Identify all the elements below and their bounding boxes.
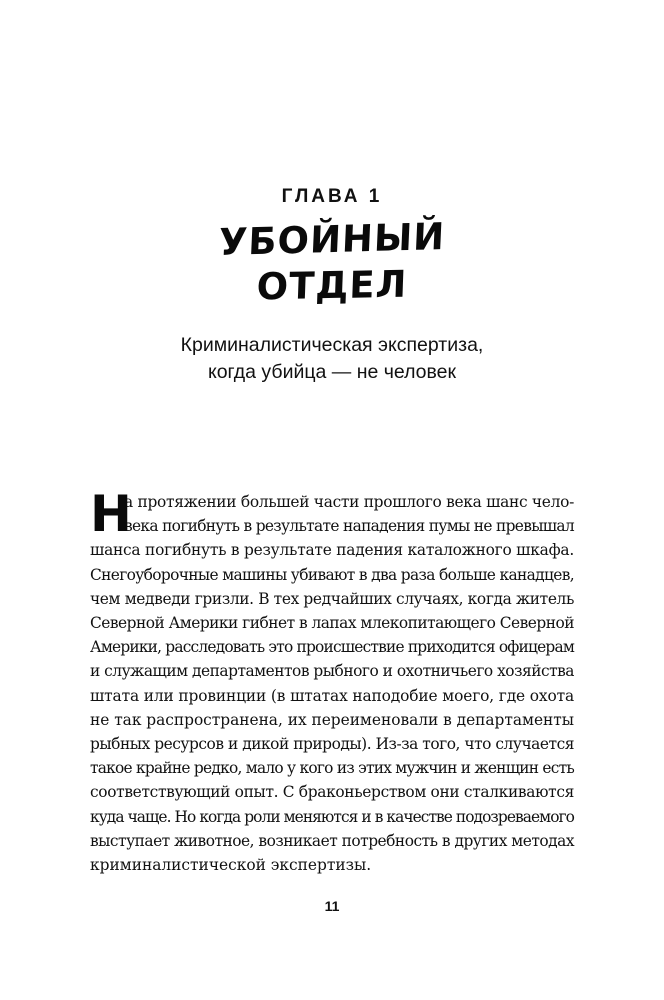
chapter-label: ГЛАВА 1 (281, 186, 383, 207)
body-line: соответствующий опыт. С браконьерством они сталкиваются (90, 783, 574, 802)
body-paragraph (90, 485, 575, 877)
body-line: а протяжении большей части прошлого века шанс чело- (124, 493, 574, 511)
page-number: 11 (324, 898, 340, 914)
body-line: Америки, расследовать это происшествие приходится офицерам (90, 638, 575, 657)
chapter-title-line-2: ОТДЕЛ (255, 262, 409, 309)
body-line: и служащим департаментов рыбного и охотничьего хозяйства (90, 662, 574, 681)
chapter-title-line-1: УБОЙНЫЙ (217, 215, 447, 264)
body-line: века погибнуть в результате нападения пумы не превышал (124, 517, 574, 536)
body-line: не так распространена, их переименовали в департаменты (90, 710, 574, 729)
body-line: куда чаще. Но когда роли меняются и в качестве подозреваемого (90, 807, 574, 826)
body-line: такое крайне редко, мало у кого из этих мужчин и женщин есть (90, 759, 574, 778)
body-line: выступает животное, возникает потребность в других методах (90, 831, 574, 850)
chapter-subtitle (0, 332, 664, 386)
body-line: рыбных ресурсов и дикой природы). Из-за того, что случается (90, 735, 574, 754)
body-line: Северной Америки гибнет в лапах млекопитающего Северной (90, 614, 574, 633)
subtitle-line-1: Криминалистическая экспертиза, (180, 334, 484, 356)
body-line: шанса погибнуть в результате падения каталожного шкафа. (90, 541, 574, 560)
body-line: Снегоуборочные машины убивают в два раза больше канадцев, (90, 565, 574, 584)
drop-cap: Н (90, 485, 132, 543)
body-line: криминалистической экспертизы. (90, 856, 372, 875)
body-line: штата или провинции (в штатах наподобие моего, где охота (90, 686, 574, 705)
chapter-title (0, 215, 664, 309)
subtitle-line-2: когда убийца — не человек (207, 361, 457, 383)
body-line: чем медведи гризли. В тех редчайших случаях, когда житель (90, 589, 574, 608)
